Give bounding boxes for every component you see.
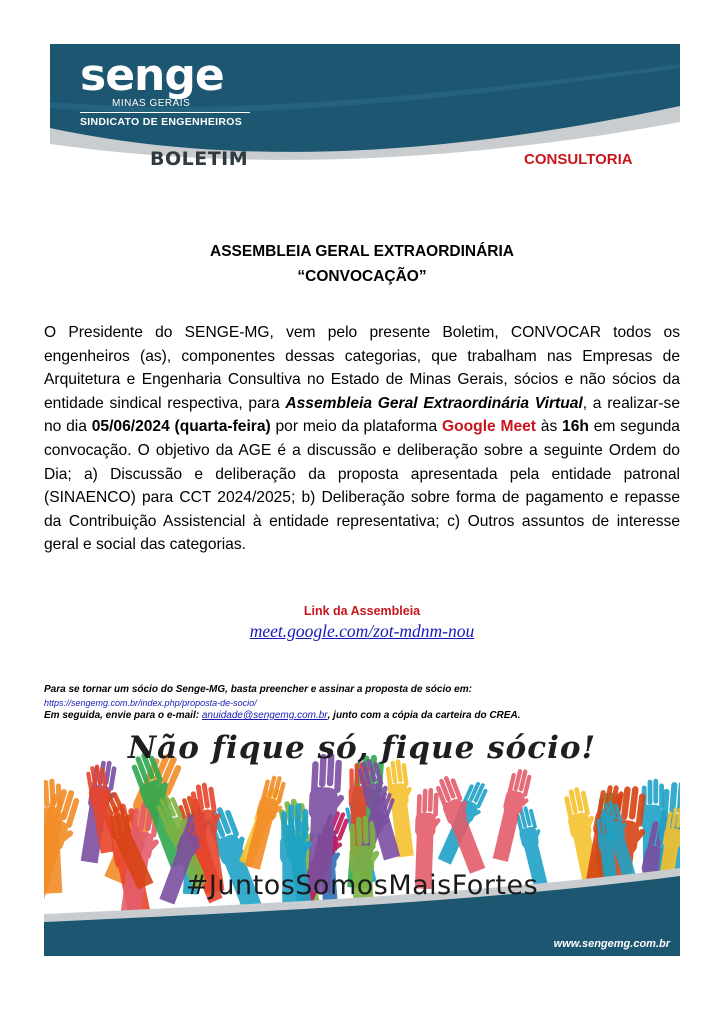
campaign-banner [44,724,680,956]
body-text-4: às [536,418,563,436]
membership-instruction: Para se tornar um sócio do Senge-MG, basta preencher e assinar a proposta de sócio em: [44,684,472,695]
campaign-hashtag: #JuntosSomosMaisFortes [185,870,539,901]
document-title: ASSEMBLEIA GERAL EXTRAORDINÁRIA [210,243,514,260]
bulletin-label: BOLETIM [150,148,249,170]
email-instruction-suffix: , junto com a cópia da carteira do CREA. [327,710,521,721]
body-text-3: por meio da plataforma [270,418,442,436]
proposal-link[interactable]: https://sengemg.com.br/index.php/proposta-de-socio/ [44,698,257,708]
meeting-link[interactable]: meet.google.com/zot-mdnm-nou [249,621,475,641]
header-banner [50,44,680,182]
convocation-paragraph [44,321,680,557]
logo-tagline: SINDICATO DE ENGENHEIROS [80,116,242,128]
campaign-slogan: Não fique só, fique sócio! [127,730,597,766]
meeting-link-label: Link da Assembleia [303,604,421,618]
body-text-2: , a realizar-se no dia [44,394,680,436]
meeting-platform: Google Meet [441,418,537,436]
meeting-date: 05/06/2024 (quarta-feira) [91,418,271,436]
website-url[interactable]: www.sengemg.com.br [553,938,670,950]
document-subtitle: “CONVOCAÇÃO” [297,268,427,285]
logo-divider [80,112,250,113]
body-text-1: O Presidente do SENGE-MG, vem pelo presente Boletim, CONVOCAR todos os engenheiros (as), componentes dessas categorias, que trabalham nas Empresas de Arquitetura e Engenharia Consultiva no Estado de Minas Gerais, sócios e não sócios da entidade sindical respectiva, para [44,324,680,412]
section-label: CONSULTORIA [524,151,633,168]
senge-logo-wordmark: senge [80,50,224,101]
assembly-name: Assembleia Geral Extraordinária Virtual [285,394,583,412]
membership-email-link[interactable]: anuidade@sengemg.com.br [201,710,328,721]
email-instruction-prefix: Em seguida, envie para o e-mail: [44,710,202,721]
meeting-time: 16h [562,418,589,436]
logo-region: MINAS GERAIS [112,98,191,109]
email-instruction [44,710,520,721]
body-text-5: em segunda convocação. O objetivo da AGE é a discussão e deliberação sobre a seguinte Ordem do Dia; a) Discussão e deliberação da proposta apresentada pela entidade patronal (SINAENCO) para CCT 2024/2025; b) Deliberação sobre forma de pagamento e repasse da Contribuição Assistencial à entidade representativa; c) Outros assuntos de interesse geral e social das categorias. [44,418,680,554]
